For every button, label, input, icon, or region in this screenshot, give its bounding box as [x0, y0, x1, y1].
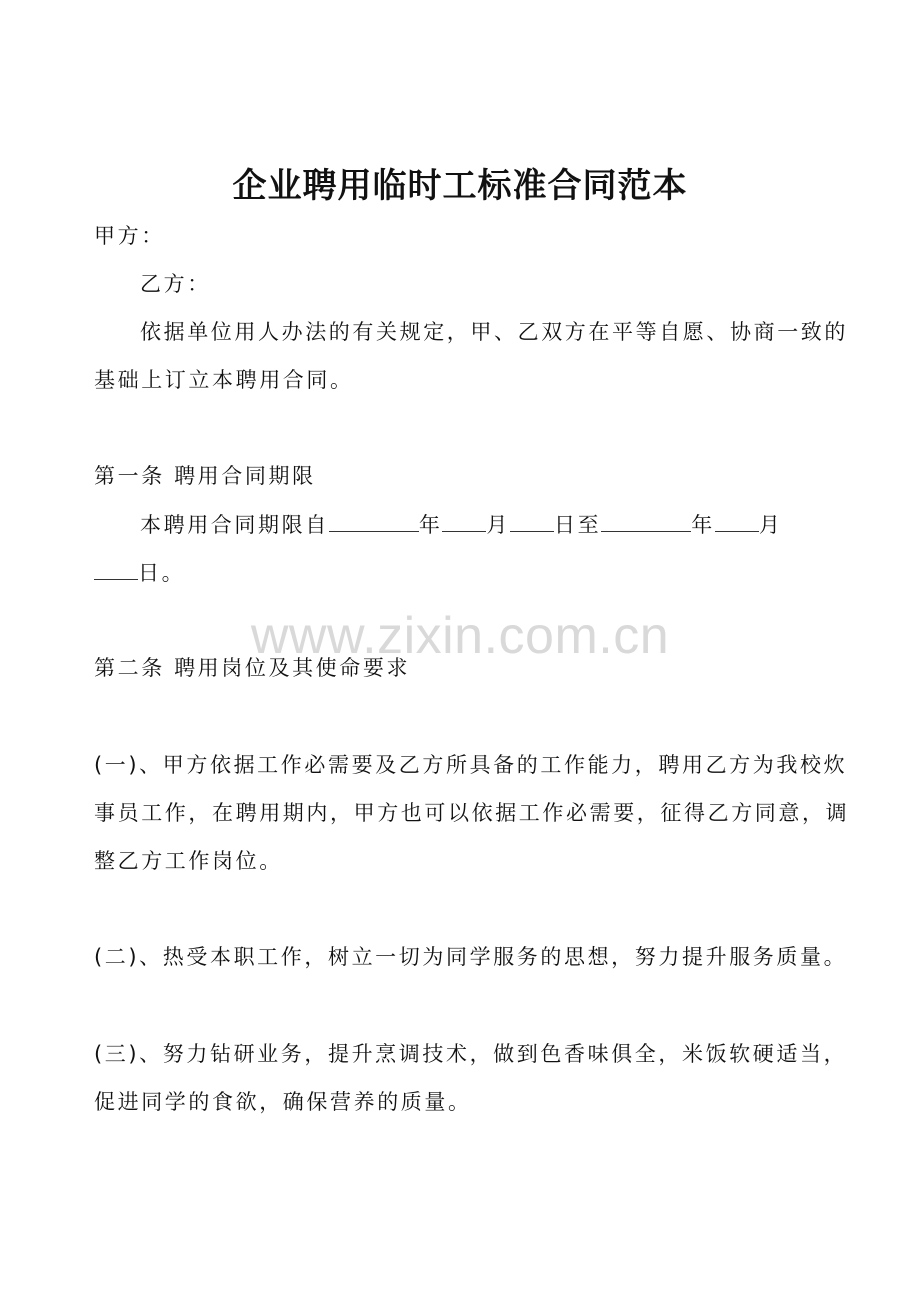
period-month-1: 月	[486, 513, 511, 537]
item-1-line-1: (一)、甲方依据工作必需要及乙方所具备的工作能力，聘用乙方为我校炊	[94, 753, 848, 777]
period-day-end: 日。	[138, 561, 186, 585]
item-2-line-1: (二)、热受本职工作，树立一切为同学服务的思想，努力提升服务质量。	[94, 945, 848, 969]
period-month-2: 月	[758, 513, 783, 537]
period-prefix: 本聘用合同期限自	[140, 513, 329, 537]
contract-period-line-2	[94, 557, 834, 588]
document-title: 企业聘用临时工标准合同范本	[232, 166, 688, 206]
item-3-line-1: (三)、努力钻研业务，提升烹调技术，做到色香味俱全，米饭软硬适当，	[94, 1042, 848, 1066]
period-day-to: 日至	[554, 513, 602, 537]
party-a-label: 甲方：	[94, 224, 165, 248]
party-b-label: 乙方：	[140, 272, 211, 296]
end-year-blank	[601, 509, 691, 532]
start-day-blank	[510, 509, 554, 532]
contract-period-line	[140, 509, 880, 540]
end-month-blank	[715, 509, 759, 532]
article-2-heading: 第二条 聘用岗位及其使命要求	[94, 656, 411, 680]
watermark-text: www.zixin.com.cn	[250, 607, 670, 665]
start-month-blank	[442, 509, 486, 532]
intro-line-2: 基础上订立本聘用合同。	[94, 368, 354, 392]
item-1-line-3: 整乙方工作岗位。	[94, 849, 283, 873]
start-year-blank	[329, 509, 419, 532]
period-year-1: 年	[418, 513, 443, 537]
article-1-heading: 第一条 聘用合同期限	[94, 464, 316, 488]
intro-line-1: 依据单位用人办法的有关规定，甲、乙双方在平等自愿、协商一致的	[140, 320, 848, 344]
item-3-line-2: 促进同学的食欲，确保营养的质量。	[94, 1090, 472, 1114]
period-year-2: 年	[691, 513, 715, 537]
end-day-blank	[94, 557, 138, 580]
item-1-line-2: 事员工作，在聘用期内，甲方也可以依据工作必需要，征得乙方同意，调	[94, 801, 850, 825]
